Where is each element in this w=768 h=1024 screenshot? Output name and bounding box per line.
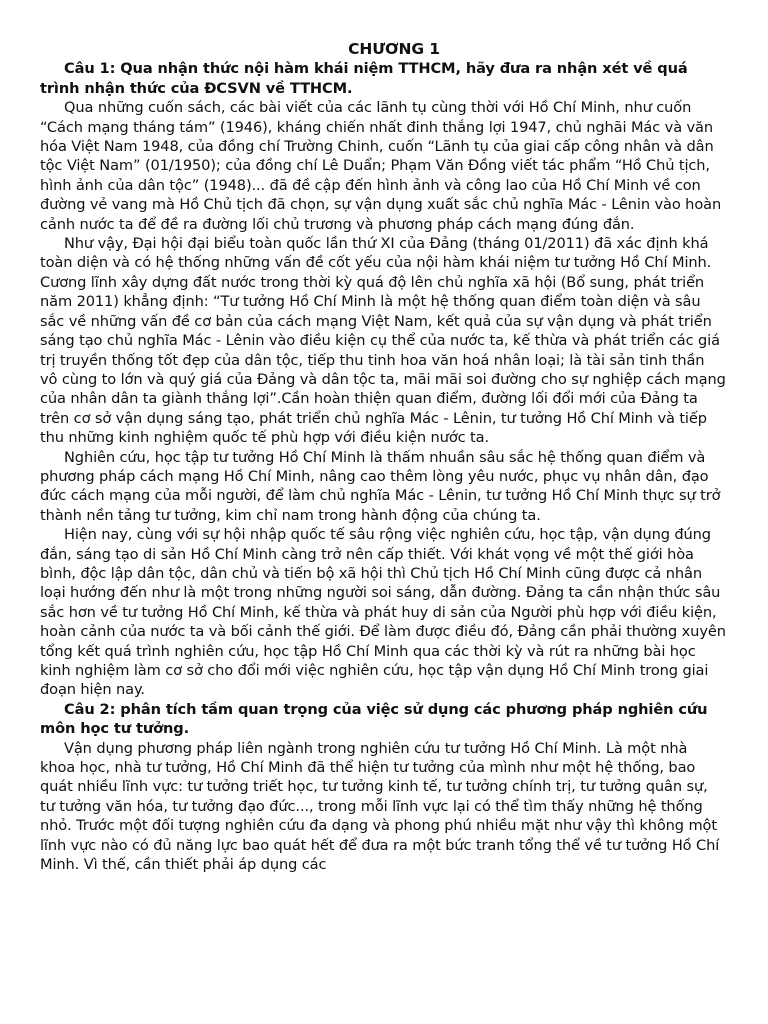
- question-1-paragraph-2: Như vậy, Đại hội đại biểu toàn quốc lần thứ XI của Đảng (tháng 01/2011) đã xác định khá toàn diện và có hệ thống những vấn đề cốt yếu của nội hàm khái niệm tư tưởng Hồ Chí Minh. Cương lĩnh xây dựng đất nước trong thời kỳ quá độ lên chủ nghĩa xã hội (Bổ sung, phát triển năm 2011) khẳng định: “Tư tưởng Hồ Chí Minh là một hệ thống quan điểm toàn diện và sâu sắc về những vấn đề cơ bản của cách mạng Việt Nam, kết quả của sự vận dụng và phát triển sáng tạo chủ nghĩa Mác - Lênin vào điều kiện cụ thể của nước ta, kế thừa và phát triển các giá trị truyền thống tốt đẹp của dân tộc, tiếp thu tinh hoa văn hoá nhân loại; là tài sản tinh thần vô cùng to lớn và quý giá của Đảng và dân tộc ta, mãi mãi soi đường cho sự nghiệp cách mạng của nhân dân ta giành thắng lợi”.Cần hoàn thiện quan điểm, đường lối đổi mới của Đảng ta trên cơ sở vận dụng sáng tạo, phát triển chủ nghĩa Mác - Lênin, tư tưởng Hồ Chí Minh và tiếp thu những kinh nghiệm quốc tế phù hợp với điều kiện nước ta.: [40, 235, 726, 447]
- document-page: [40, 40, 726, 874]
- question-1-paragraph-1: Qua những cuốn sách, các bài viết của các lãnh tụ cùng thời với Hồ Chí Minh, như cuốn “Cách mạng tháng tám” (1946), kháng chiến nhất đinh thắng lợi 1947, chủ nghãi Mác và văn hóa Việt Nam 1948, của đồng chí Trường Chinh, cuốn “Lãnh tụ của giai cấp công nhân và dân tộc Việt Nam” (01/1950); của đồng chí Lê Duẩn; Phạm Văn Đồng viết tác phẩm “Hồ Chủ tịch, hình ảnh của dân tộc” (1948)... đã đề cập đến hình ảnh và công lao của Hồ Chí Minh về con đường vẻ vang mà Hồ Chủ tịch đã chọn, sự vận dụng xuất sắc chủ nghĩa Mác - Lênin vào hoàn cảnh nước ta để đề ra đường lối chủ trương và phương pháp cách mạng đúng đắn.: [40, 99, 722, 233]
- chapter-title: CHƯƠNG 1: [348, 40, 440, 58]
- question-1-paragraph-3: Nghiên cứu, học tập tư tưởng Hồ Chí Minh là thấm nhuần sâu sắc hệ thống quan điểm và phương pháp cách mạng Hồ Chí Minh, nâng cao thêm lòng yêu nước, phục vụ nhân dân, đạo đức cách mạng của mỗi người, để làm chủ nghĩa Mác - Lênin, tư tưởng Hồ Chí Minh thực sự trở thành nền tảng tư tưởng, kim chỉ nam trong hành động của chúng ta.: [40, 448, 721, 524]
- question-2-heading: Câu 2: phân tích tầm quan trọng của việc sử dụng các phương pháp nghiên cứu môn học tư tưởng.: [40, 700, 708, 738]
- question-1-paragraph-4: Hiện nay, cùng với sự hội nhập quốc tế sâu rộng việc nghiên cứu, học tập, vận dụng đúng đắn, sáng tạo di sản Hồ Chí Minh càng trở nên cấp thiết. Với khát vọng về một thế giới hòa bình, độc lập dân tộc, dân chủ và tiến bộ xã hội thì Chủ tịch Hồ Chí Minh cũng được cả nhân loại hướng đến như là một trong những người soi sáng, dẫn đường. Đảng ta cần nhận thức sâu sắc hơn về tư tưởng Hồ Chí Minh, kế thừa và phát huy di sản của Người phù hợp với điều kiện, hoàn cảnh của nước ta và bối cảnh thế giới. Để làm được điều đó, Đảng cần phải thường xuyên tổng kết quá trình nghiên cứu, học tập Hồ Chí Minh qua các thời kỳ và rút ra những bài học kinh nghiệm làm cơ sở cho đổi mới việc nghiên cứu, học tập vận dụng Hồ Chí Minh trong giai đoạn hiện nay.: [40, 526, 726, 699]
- question-1-heading: Câu 1: Qua nhận thức nội hàm khái niệm TTHCM, hãy đưa ra nhận xét về quá trình nhận thức của ĐCSVN về TTHCM.: [40, 60, 688, 97]
- question-2-paragraph-1: Vận dụng phương pháp liên ngành trong nghiên cứu tư tưởng Hồ Chí Minh. Là một nhà khoa học, nhà tư tưởng, Hồ Chí Minh đã thể hiện tư tưởng của mình như một hệ thống, bao quát nhiều lĩnh vực: tư tưởng triết học, tư tưởng kinh tế, tư tưởng chính trị, tư tưởng quân sự, tư tưởng văn hóa, tư tưởng đạo đức..., trong mỗi lĩnh vực lại có thể tìm thấy những hệ thống nhỏ. Trước một đối tượng nghiên cứu đa dạng và phong phú nhiều mặt như vậy thì không một lĩnh vực nào có đủ năng lực bao quát hết để đưa ra một bức tranh tổng thể về tư tưởng Hồ Chí Minh. Vì thế, cần thiết phải áp dụng các: [40, 739, 720, 874]
